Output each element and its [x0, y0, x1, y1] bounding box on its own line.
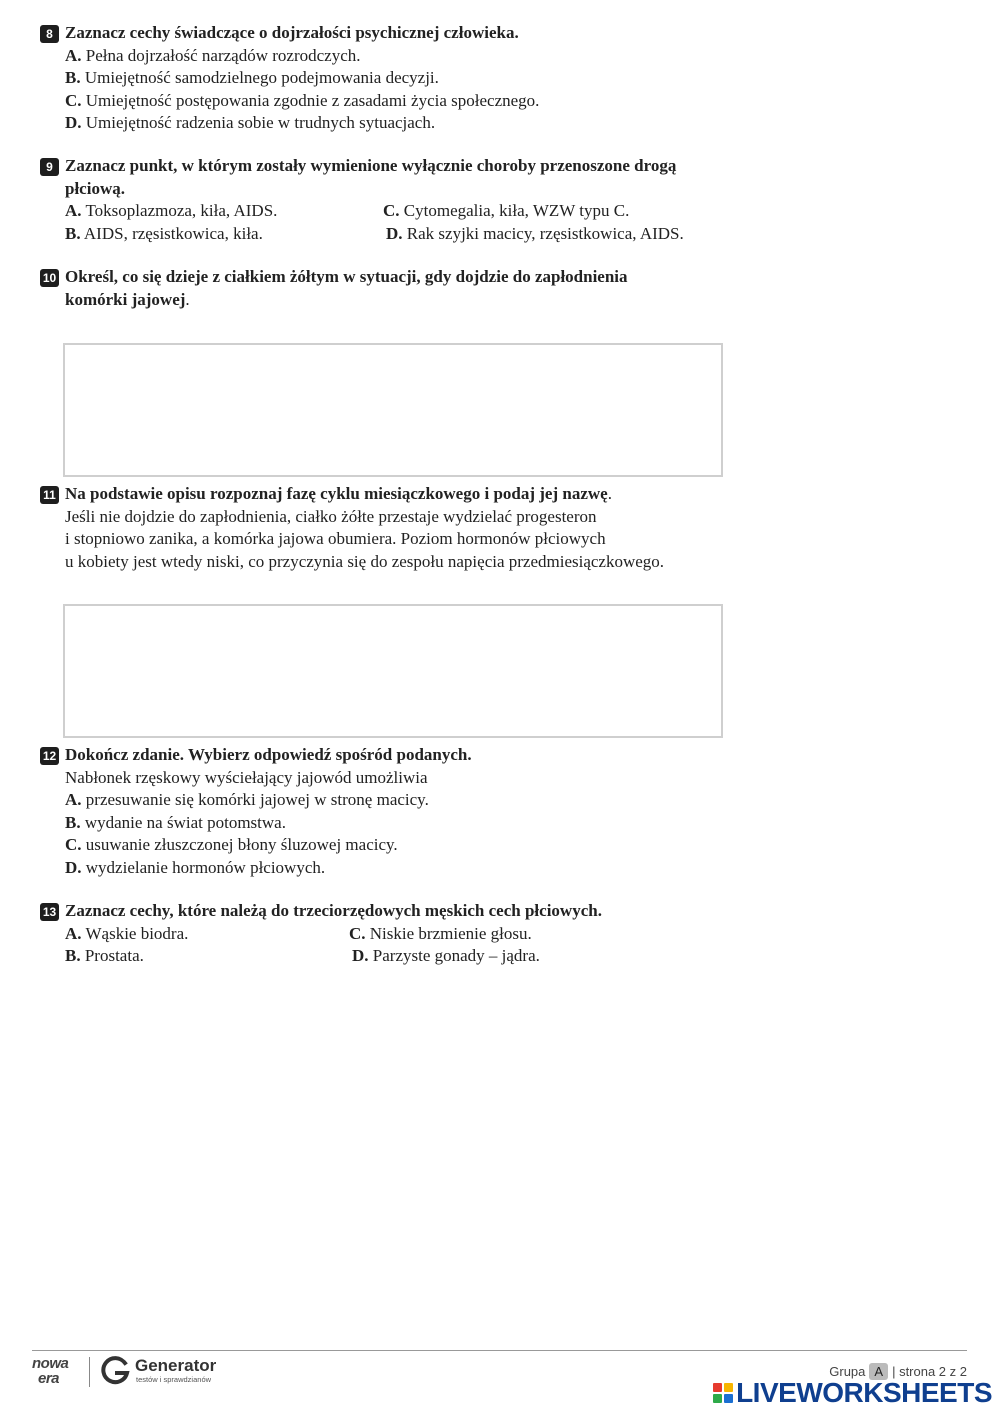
option-c[interactable]: C. Umiejętność postępowania zgodnie z zasadami życia społecznego. [65, 90, 540, 110]
question-number-badge: 12 [40, 747, 59, 765]
question-number-badge: 8 [40, 25, 59, 43]
question-text: Na podstawie opisu rozpoznaj fazę cyklu miesiączkowego i podaj jej nazwę [65, 484, 608, 503]
nowa-era-logo: nowa era [32, 1355, 69, 1387]
question-number-badge: 9 [40, 158, 59, 176]
group-badge: A [869, 1363, 888, 1380]
question-11-header: 11 Na podstawie opisu rozpoznaj fazę cyklu miesiączkowego i podaj jej nazwę. [40, 483, 664, 506]
generator-subtitle: testów i sprawdzianów [136, 1375, 212, 1384]
generator-logo-icon [101, 1356, 131, 1386]
watermark-text: LIVEWORKSHEETS [736, 1377, 992, 1408]
question-text: Dokończ zdanie. Wybierz odpowiedź spośród podanych. [65, 745, 472, 764]
option-a[interactable]: A. Toksoplazmoza, kiła, AIDS. [65, 201, 278, 220]
option-a[interactable]: A. przesuwanie się komórki jajowej w stronę macicy. [65, 790, 429, 809]
question-text-cont: komórki jajowej [65, 289, 186, 309]
question-number-badge: 10 [40, 269, 59, 287]
description-line: Jeśli nie dojdzie do zapłodnienia, ciałko żółte przestaje wydzielać progesteron [65, 506, 597, 526]
option-d[interactable]: D. Umiejętność radzenia sobie w trudnych sytuacjach. [65, 113, 436, 132]
question-text: Zaznacz punkt, w którym zostały wymienione wyłącznie choroby przenoszone drogą [65, 156, 677, 175]
answer-box-11[interactable] [63, 604, 723, 738]
question-8-header [40, 22, 539, 45]
option-d[interactable]: D. Rak szyjki macicy, rzęsistkowica, AIDS. [386, 223, 684, 243]
question-9-header [40, 155, 684, 200]
page-indicator: | strona 2 z 2 [892, 1364, 967, 1379]
logo-separator [89, 1357, 90, 1387]
description-line: u kobiety jest wtedy niski, co przyczynia się do zespołu napięcia przedmiesiączkowego. [65, 551, 665, 571]
liveworksheets-watermark [713, 1377, 992, 1409]
option-d[interactable]: D. wydzielanie hormonów płciowych. [65, 857, 326, 877]
option-b[interactable]: B. AIDS, rzęsistkowica, kiła. [65, 223, 263, 243]
question-10-header: 10 Określ, co się dzieje z ciałkiem żółtym w sytuacji, gdy dojdzie do zapłodnienia komórki jajowej. [40, 266, 628, 311]
option-c[interactable]: C. Niskie brzmienie głosu. [349, 923, 532, 943]
option-a[interactable]: A. Pełna dojrzałość narządów rozrodczych. [65, 45, 361, 65]
option-a[interactable]: A. Wąskie biodra. [65, 923, 189, 943]
question-12-header [40, 744, 472, 767]
question-number-badge: 11 [40, 486, 59, 504]
question-8 [40, 22, 539, 135]
question-stem: Nabłonek rzęskowy wyściełający jajowód umożliwia [65, 767, 428, 787]
generator-title: Generator [135, 1356, 217, 1375]
question-10 [40, 266, 628, 311]
group-label: Grupa [829, 1364, 866, 1379]
question-text-cont: płciową. [65, 178, 125, 198]
question-11 [40, 483, 664, 573]
option-d[interactable]: D. Parzyste gonady – jądra. [352, 946, 540, 965]
option-c[interactable]: C. Cytomegalia, kiła, WZW typu C. [383, 201, 630, 220]
question-text: Zaznacz cechy świadczące o dojrzałości psychicznej człowieka. [65, 23, 519, 42]
option-b[interactable]: B. Prostata. [65, 946, 144, 965]
option-c[interactable]: C. usuwanie złuszczonej błony śluzowej macicy. [65, 835, 398, 854]
question-12 [40, 744, 472, 879]
liveworksheets-logo-icon [713, 1383, 733, 1403]
answer-box-10[interactable] [63, 343, 723, 477]
footer-divider [32, 1350, 967, 1351]
question-text: Zaznacz cechy, które należą do trzeciorzędowych męskich cech płciowych. [65, 901, 602, 920]
question-text: Określ, co się dzieje z ciałkiem żółtym w sytuacji, gdy dojdzie do zapłodnienia [65, 267, 628, 286]
option-b[interactable]: B. wydanie na świat potomstwa. [65, 812, 286, 832]
description-line: i stopniowo zanika, a komórka jajowa obumiera. Poziom hormonów płciowych [65, 529, 606, 548]
question-13 [40, 900, 602, 968]
question-13-header [40, 900, 602, 923]
option-b[interactable]: B. Umiejętność samodzielnego podejmowania decyzji. [65, 68, 439, 87]
question-9 [40, 155, 684, 245]
question-number-badge: 13 [40, 903, 59, 921]
